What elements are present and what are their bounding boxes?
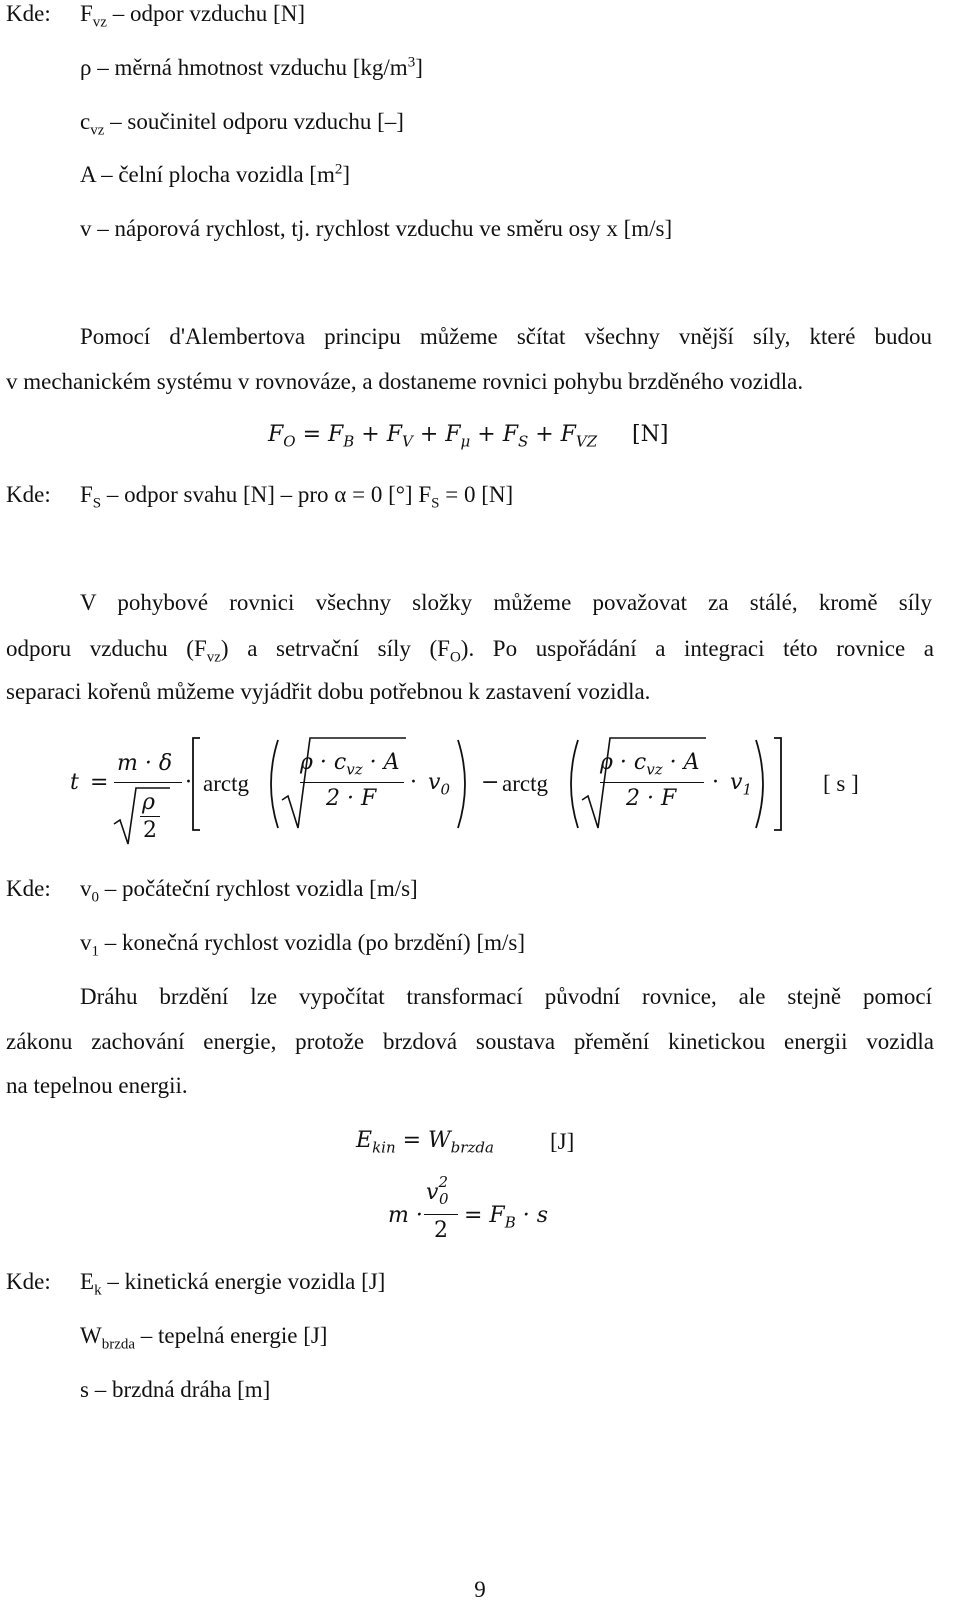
eq2-v0: $v_0$: [428, 770, 450, 799]
eq2-left-bracket: [190, 736, 202, 832]
eq2-numerator: m · δ: [117, 751, 173, 776]
eq2-unit: [ s ]: [823, 771, 859, 796]
eq4-rhs: = $F_B \cdot s$: [464, 1203, 549, 1232]
equation-force-balance-unit: [N]: [632, 422, 669, 447]
para2-line1: V pohybové rovnici všechny složky můžeme považovat za stálé, kromě síly: [80, 590, 932, 615]
eq2-paren-right-2: [754, 738, 772, 830]
kde-label-2: Kde:: [6, 482, 51, 507]
kde-label-3: Kde:: [6, 876, 51, 901]
kde-label-4: Kde:: [6, 1269, 51, 1294]
def-fvz: $F_{vz}$ – odpor vzduchu [N]: [80, 1, 305, 31]
eq4-numerator: $v^2_0$: [426, 1172, 449, 1209]
def-ek: $E_k$ – kinetická energie vozidla [J]: [80, 1269, 386, 1299]
equation-energy-unit: [J]: [550, 1129, 575, 1154]
para1-line1: Pomocí d'Alembertova principu můžeme sčítat všechny vnější síly, které budou: [80, 324, 932, 349]
eq2-inner-den-2: 2 · F: [626, 786, 677, 811]
equation-energy: $E_{kin} = W_{brzda}$: [356, 1128, 494, 1157]
eq2-paren-left-1: [262, 738, 280, 830]
para3-line1: Dráhu brzdění lze vypočítat transformací původní rovnice, ale stejně pomocí: [80, 984, 932, 1009]
eq2-two: 2: [143, 818, 157, 843]
equation-force-balance: $F_O = F_B + F_V + F_\mu + F_S + F_{VZ}$: [268, 422, 598, 451]
def-v1: $v_1$ – konečná rychlost vozidla (po brzdění) [m/s]: [80, 930, 526, 960]
eq2-rho-bar: [140, 816, 160, 817]
def-a: A – čelní plocha vozidla $[m^2]$: [80, 161, 351, 187]
para3-line2: zákonu zachování energie, protože brzdová soustava přemění kinetickou energii vozidla: [6, 1029, 934, 1054]
def-rho: ρ – měrná hmotnost vzduchu $[kg/m^3]$: [80, 54, 423, 80]
eq2-right-bracket: [772, 736, 784, 832]
eq2-inner-bar-2: [600, 782, 704, 783]
def-wbrzda: $W_{brzda}$ – tepelná energie [J]: [80, 1323, 328, 1353]
eq2-inner-den-1: 2 · F: [326, 786, 377, 811]
para1-line2: v mechanickém systému v rovnováze, a dostaneme rovnici pohybu brzděného vozidla.: [6, 369, 804, 394]
eq2-arctg-2: arctg: [502, 771, 548, 796]
eq2-dot-v0: ·: [410, 770, 417, 795]
eq2-dot-v1: ·: [712, 770, 719, 795]
def-v0: $v_0$ – počáteční rychlost vozidla [m/s]: [80, 876, 418, 906]
def-v: v – náporová rychlost, tj. rychlost vzduchu ve směru osy x [m/s]: [80, 216, 673, 241]
eq4-m: m ·: [388, 1203, 423, 1228]
kde-label-1: Kde:: [6, 1, 51, 26]
eq2-equals: =: [90, 770, 109, 795]
para2-line2: odporu vzduchu $(F_{vz})$ a setrvační síly $(F_O)$. Po uspořádání a integraci této rovnice a: [6, 636, 934, 666]
eq2-t: t: [70, 770, 79, 795]
eq2-fraction-bar: [114, 782, 182, 783]
def-fs: $F_S$ – odpor svahu [N] – pro α = 0 [°] $F_S = 0$ [N]: [80, 482, 514, 512]
eq4-fraction-bar: [424, 1214, 458, 1215]
eq2-dot: ·: [185, 770, 192, 795]
eq2-inner-bar-1: [300, 782, 404, 783]
def-s: s – brzdná dráha [m]: [80, 1377, 271, 1402]
def-cvz: $c_{vz}$ – součinitel odporu vzduchu [–]: [80, 109, 404, 139]
eq2-arctg-1: arctg: [203, 771, 249, 796]
eq2-inner-num-2: $\rho \cdot c_{vz} \cdot A$: [600, 750, 700, 779]
para2-line3: separaci kořenů můžeme vyjádřit dobu potřebnou k zastavení vozidla.: [6, 679, 651, 704]
eq2-paren-left-2: [562, 738, 580, 830]
eq2-v1: $v_1$: [730, 770, 752, 799]
eq2-minus: −: [481, 770, 500, 795]
page-number: 9: [474, 1577, 486, 1602]
eq2-paren-right-1: [456, 738, 474, 830]
para3-line3: na tepelnou energii.: [6, 1073, 188, 1098]
eq2-inner-num-1: $\rho \cdot c_{vz} \cdot A$: [300, 750, 400, 779]
eq2-rho: ρ: [142, 790, 155, 815]
eq4-denominator: 2: [434, 1218, 448, 1243]
